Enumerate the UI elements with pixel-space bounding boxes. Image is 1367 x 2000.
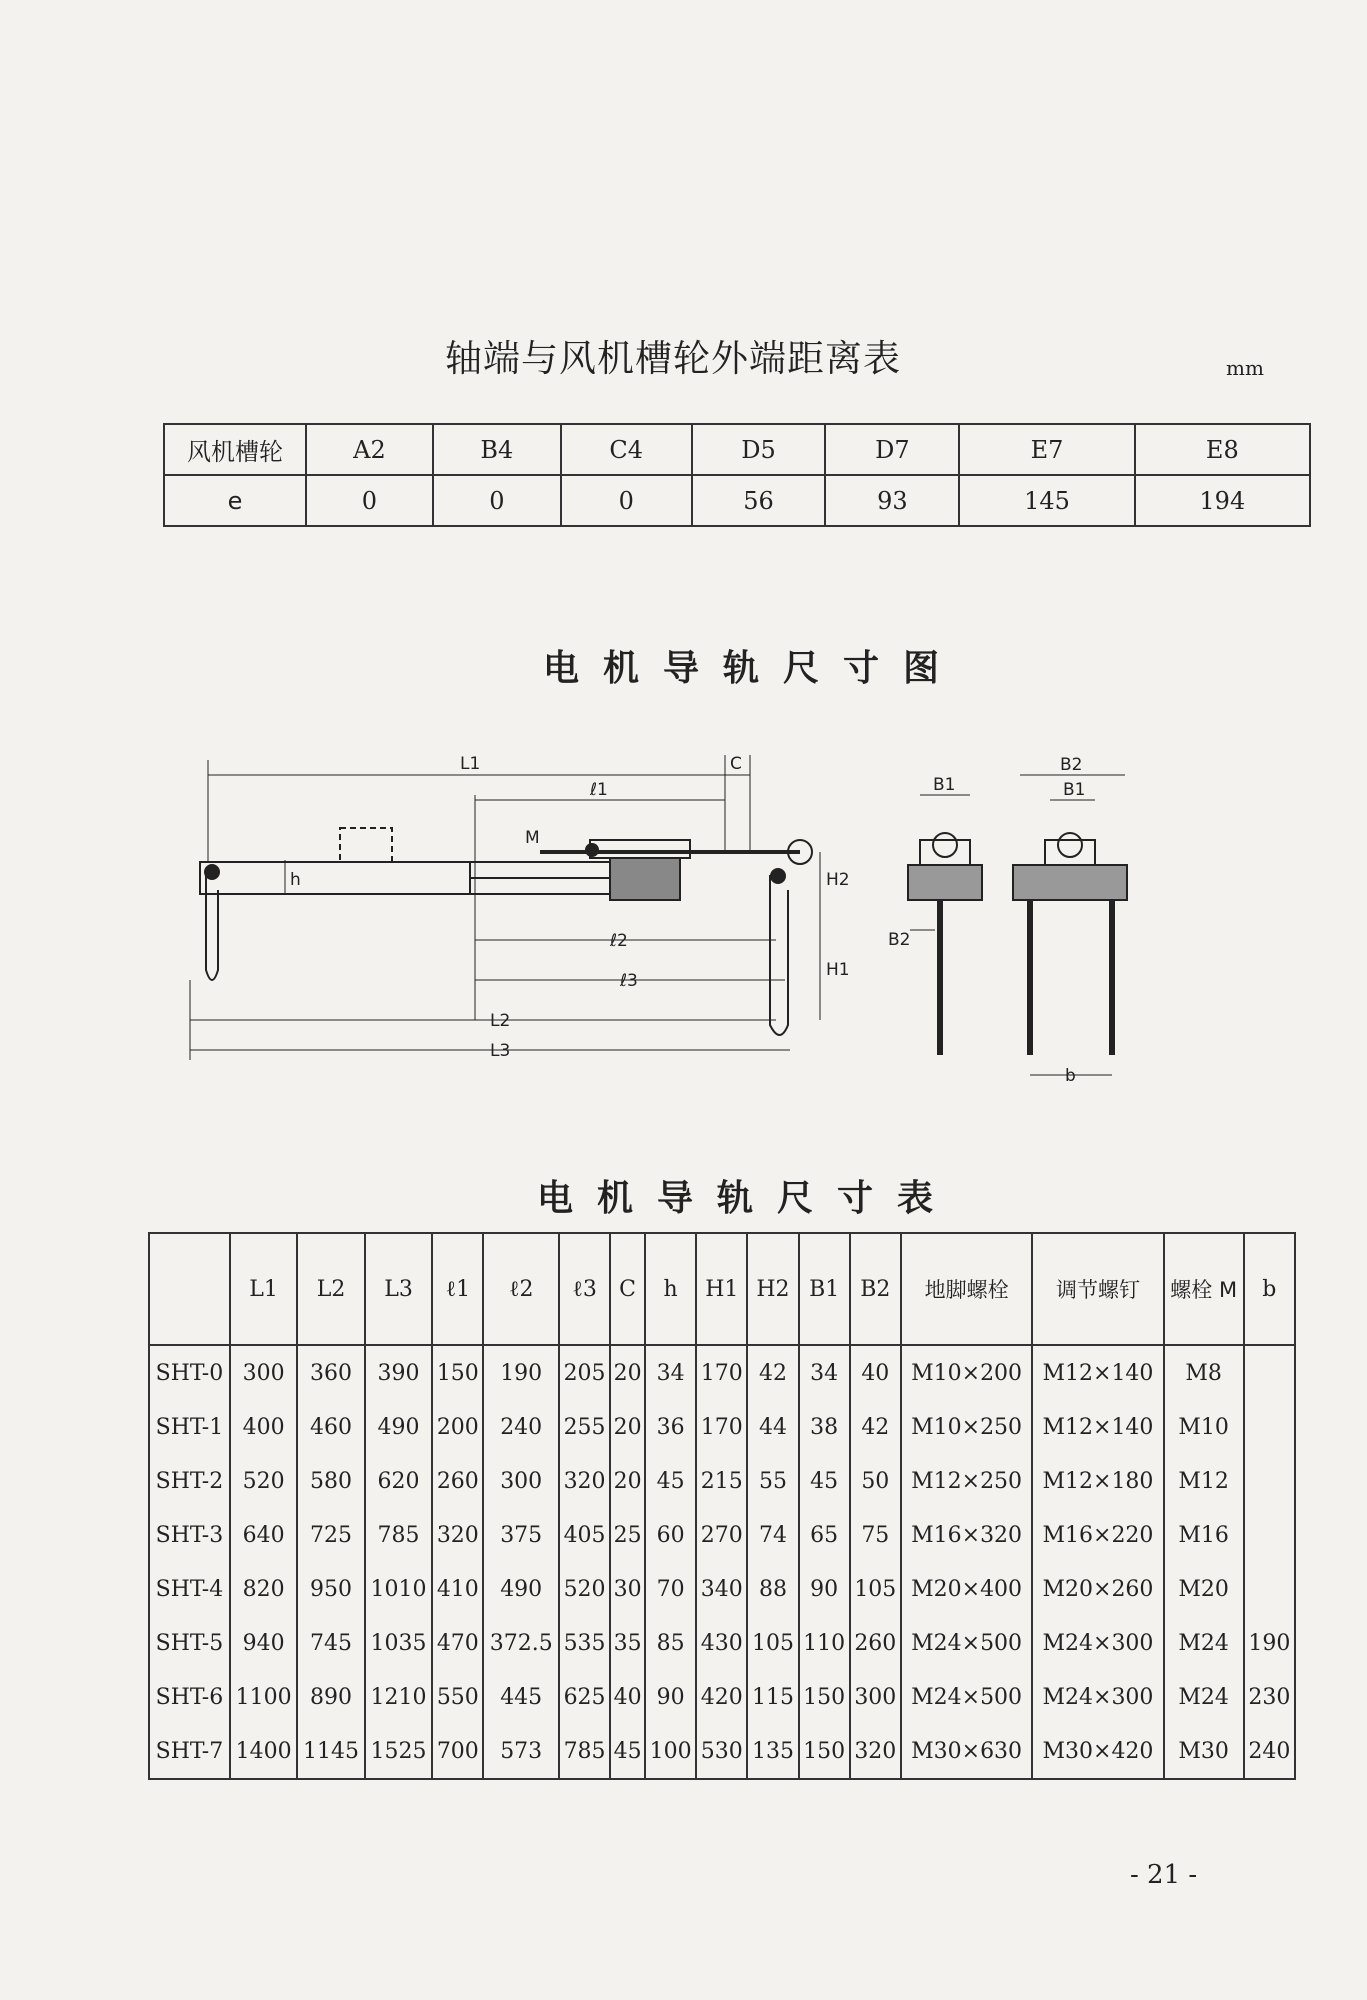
table2-cell: 100: [645, 1724, 696, 1779]
table2-cell: 300: [483, 1454, 559, 1508]
table1-header-row: [164, 424, 1310, 475]
table2-cell: M24: [1164, 1616, 1244, 1670]
diagram-title: 电机导轨尺寸图: [543, 648, 964, 689]
table2-title: 电机导轨尺寸表: [537, 1178, 958, 1219]
table2-cell: 430: [696, 1616, 747, 1670]
table2-cell: 725: [297, 1508, 364, 1562]
motor-rail-size-table: [148, 1232, 1296, 1780]
table2-cell: 550: [432, 1670, 483, 1724]
table2-cell: M10×250: [901, 1400, 1032, 1454]
table2-cell: 410: [432, 1562, 483, 1616]
table-row: [149, 1400, 1295, 1454]
table2-cell: 42: [747, 1345, 798, 1400]
table2-cell: M12×140: [1032, 1400, 1163, 1454]
table2-header-cell: H1: [696, 1233, 747, 1345]
table2-cell: 85: [645, 1616, 696, 1670]
table-row: [149, 1345, 1295, 1400]
side-view-wide: [1013, 755, 1127, 1086]
table2-header-cell: ℓ1: [432, 1233, 483, 1345]
table2-cell: 190: [1244, 1616, 1295, 1670]
table2-cell: 45: [645, 1454, 696, 1508]
row-model-cell: SHT-2: [149, 1454, 230, 1508]
table2-cell: 270: [696, 1508, 747, 1562]
table2-cell: 215: [696, 1454, 747, 1508]
table2-cell: 34: [645, 1345, 696, 1400]
table-row: [149, 1454, 1295, 1508]
table2-cell: 200: [432, 1400, 483, 1454]
table2-cell: M16×320: [901, 1508, 1032, 1562]
table2-cell: 300: [850, 1670, 901, 1724]
table2-cell: 230: [1244, 1670, 1295, 1724]
table2-header-row: [149, 1233, 1295, 1345]
label-L1: L1: [460, 754, 481, 774]
table-row: [149, 1616, 1295, 1670]
table2-cell: M16×220: [1032, 1508, 1163, 1562]
table1-header-cell: E8: [1135, 424, 1310, 475]
table2-header-cell: C: [610, 1233, 645, 1345]
table2-cell: M12: [1164, 1454, 1244, 1508]
table-row: [149, 1724, 1295, 1779]
table2-cell: 640: [230, 1508, 297, 1562]
label-L3: L3: [490, 1041, 511, 1061]
table2-cell: 520: [559, 1562, 610, 1616]
table2-cell: 300: [230, 1345, 297, 1400]
table2-header-cell: B2: [850, 1233, 901, 1345]
table2-cell: 65: [799, 1508, 850, 1562]
table2-header-cell: 螺栓 M: [1164, 1233, 1244, 1345]
table2-cell: 240: [1244, 1724, 1295, 1779]
label-C: C: [730, 754, 742, 774]
table2-cell: 255: [559, 1400, 610, 1454]
table2-cell: M30×630: [901, 1724, 1032, 1779]
table2-cell: 34: [799, 1345, 850, 1400]
table2-cell: 445: [483, 1670, 559, 1724]
table2-cell: [1244, 1508, 1295, 1562]
table2-cell: [1244, 1345, 1295, 1400]
table2-header-cell: L3: [365, 1233, 432, 1345]
table2-cell: 260: [432, 1454, 483, 1508]
table2-cell: 45: [610, 1724, 645, 1779]
right-foot-bolt: [770, 875, 788, 1035]
table2-cell: 42: [850, 1400, 901, 1454]
row-model-cell: SHT-1: [149, 1400, 230, 1454]
table2-cell: 950: [297, 1562, 364, 1616]
table2-cell: 420: [696, 1670, 747, 1724]
label-h: h: [290, 870, 301, 890]
table2-cell: 470: [432, 1616, 483, 1670]
table2-header-cell: ℓ2: [483, 1233, 559, 1345]
table2-cell: 35: [610, 1616, 645, 1670]
table1-cell: 93: [825, 475, 959, 526]
table2-cell: 340: [696, 1562, 747, 1616]
table2-cell: 1400: [230, 1724, 297, 1779]
table2-cell: M24×500: [901, 1616, 1032, 1670]
table2-cell: 260: [850, 1616, 901, 1670]
table-row: [149, 1670, 1295, 1724]
table2-cell: 55: [747, 1454, 798, 1508]
table2-cell: 573: [483, 1724, 559, 1779]
table2-cell: 20: [610, 1454, 645, 1508]
table2-cell: M10×200: [901, 1345, 1032, 1400]
label-M: M: [525, 828, 540, 848]
table1-header-cell: 风机槽轮: [164, 424, 306, 475]
table2-cell: M12×180: [1032, 1454, 1163, 1508]
table2-cell: 535: [559, 1616, 610, 1670]
table2-cell: 1210: [365, 1670, 432, 1724]
table2-cell: 170: [696, 1400, 747, 1454]
label-l2: ℓ2: [610, 931, 628, 951]
table2-cell: 530: [696, 1724, 747, 1779]
table2-cell: [1244, 1400, 1295, 1454]
label-b: b: [1065, 1066, 1076, 1086]
table2-cell: 1100: [230, 1670, 297, 1724]
table2-cell: M24×300: [1032, 1616, 1163, 1670]
table2-cell: M24×300: [1032, 1670, 1163, 1724]
table2-cell: 115: [747, 1670, 798, 1724]
table2-cell: 745: [297, 1616, 364, 1670]
row-model-cell: SHT-3: [149, 1508, 230, 1562]
motor-outline: [340, 828, 392, 862]
table1-header-cell: E7: [959, 424, 1134, 475]
table2-header-cell: H2: [747, 1233, 798, 1345]
table2-cell: 405: [559, 1508, 610, 1562]
table2-cell: 135: [747, 1724, 798, 1779]
table2-cell: 940: [230, 1616, 297, 1670]
table2-cell: 88: [747, 1562, 798, 1616]
table1-title: 轴端与风机槽轮外端距离表: [445, 337, 901, 380]
table2-header-cell: b: [1244, 1233, 1295, 1345]
label-H1: H1: [826, 960, 850, 980]
table2-header-cell: 调节螺钉: [1032, 1233, 1163, 1345]
table2-cell: 90: [645, 1670, 696, 1724]
table2-cell: 620: [365, 1454, 432, 1508]
table2-cell: 105: [747, 1616, 798, 1670]
table2-cell: 60: [645, 1508, 696, 1562]
table1-cell: 0: [561, 475, 692, 526]
table2-cell: 785: [365, 1508, 432, 1562]
table2-cell: 890: [297, 1670, 364, 1724]
table2-cell: M16: [1164, 1508, 1244, 1562]
table2-cell: 170: [696, 1345, 747, 1400]
table2-cell: M10: [1164, 1400, 1244, 1454]
table2-cell: 36: [645, 1400, 696, 1454]
table2-cell: M20: [1164, 1562, 1244, 1616]
table2-header-cell: h: [645, 1233, 696, 1345]
table2-header-cell: [149, 1233, 230, 1345]
table2-cell: M8: [1164, 1345, 1244, 1400]
table2-header-cell: ℓ3: [559, 1233, 610, 1345]
label-B2-narrow: B2: [888, 930, 911, 950]
table1-cell: 56: [692, 475, 826, 526]
table1-value-row: [164, 475, 1310, 526]
table2-cell: 490: [365, 1400, 432, 1454]
table2-cell: 40: [850, 1345, 901, 1400]
table1-header-cell: D5: [692, 424, 826, 475]
table2-cell: 40: [610, 1670, 645, 1724]
table2-cell: [1244, 1454, 1295, 1508]
table2-cell: 460: [297, 1400, 364, 1454]
table2-cell: 38: [799, 1400, 850, 1454]
table2-cell: 320: [559, 1454, 610, 1508]
table2-cell: 150: [432, 1345, 483, 1400]
table1-unit: mm: [1226, 356, 1264, 380]
table1-header-cell: C4: [561, 424, 692, 475]
table1-cell: e: [164, 475, 306, 526]
table2-cell: 1525: [365, 1724, 432, 1779]
table2-cell: M24×500: [901, 1670, 1032, 1724]
table2-cell: 105: [850, 1562, 901, 1616]
table2-header-cell: B1: [799, 1233, 850, 1345]
row-model-cell: SHT-5: [149, 1616, 230, 1670]
table1-cell: 194: [1135, 475, 1310, 526]
table2-cell: 110: [799, 1616, 850, 1670]
table2-cell: 1145: [297, 1724, 364, 1779]
table2-cell: 1035: [365, 1616, 432, 1670]
table2-cell: 74: [747, 1508, 798, 1562]
table1-header-cell: D7: [825, 424, 959, 475]
table2-cell: 25: [610, 1508, 645, 1562]
table2-cell: 75: [850, 1508, 901, 1562]
table2-cell: 205: [559, 1345, 610, 1400]
label-B1-narrow: B1: [933, 775, 956, 795]
table2-header-cell: L1: [230, 1233, 297, 1345]
table-row: [149, 1562, 1295, 1616]
table2-cell: 30: [610, 1562, 645, 1616]
pulley-distance-table: [163, 423, 1311, 527]
table2-cell: 785: [559, 1724, 610, 1779]
table2-cell: 320: [850, 1724, 901, 1779]
table2-cell: 1010: [365, 1562, 432, 1616]
table2-cell: 20: [610, 1345, 645, 1400]
table1-cell: 0: [306, 475, 433, 526]
row-model-cell: SHT-7: [149, 1724, 230, 1779]
table2-cell: 44: [747, 1400, 798, 1454]
label-L2: L2: [490, 1011, 511, 1031]
table2-cell: 580: [297, 1454, 364, 1508]
table2-cell: 150: [799, 1670, 850, 1724]
table1-cell: 145: [959, 475, 1134, 526]
left-foot-bolt: [206, 875, 218, 980]
table2-cell: 820: [230, 1562, 297, 1616]
table1-header-cell: B4: [433, 424, 561, 475]
table2-cell: 520: [230, 1454, 297, 1508]
table2-header-cell: L2: [297, 1233, 364, 1345]
table2-cell: 372.5: [483, 1616, 559, 1670]
motor-rail-diagram: [170, 740, 1230, 1090]
table1-cell: 0: [433, 475, 561, 526]
table2-cell: [1244, 1562, 1295, 1616]
table2-cell: 400: [230, 1400, 297, 1454]
table2-cell: 190: [483, 1345, 559, 1400]
table2-cell: 50: [850, 1454, 901, 1508]
table2-cell: 375: [483, 1508, 559, 1562]
table2-cell: M20×260: [1032, 1562, 1163, 1616]
table2-cell: 700: [432, 1724, 483, 1779]
label-l3: ℓ3: [620, 971, 638, 991]
table2-cell: M12×250: [901, 1454, 1032, 1508]
label-B2-wide: B2: [1060, 755, 1083, 775]
table2-cell: 90: [799, 1562, 850, 1616]
row-model-cell: SHT-4: [149, 1562, 230, 1616]
table2-cell: 240: [483, 1400, 559, 1454]
side-view-narrow: [888, 775, 982, 1055]
table2-cell: M20×400: [901, 1562, 1032, 1616]
table2-cell: M30×420: [1032, 1724, 1163, 1779]
table2-cell: 390: [365, 1345, 432, 1400]
label-B1-wide: B1: [1063, 780, 1086, 800]
page-number: - 21 -: [1130, 1860, 1198, 1890]
table2-cell: 360: [297, 1345, 364, 1400]
table2-cell: M12×140: [1032, 1345, 1163, 1400]
table2-cell: M30: [1164, 1724, 1244, 1779]
table2-cell: 70: [645, 1562, 696, 1616]
rail-right-block: [610, 858, 680, 900]
label-l1: ℓ1: [590, 780, 608, 800]
table2-cell: 20: [610, 1400, 645, 1454]
table1-header-cell: A2: [306, 424, 433, 475]
table2-cell: 490: [483, 1562, 559, 1616]
table2-cell: 150: [799, 1724, 850, 1779]
table-row: [149, 1508, 1295, 1562]
label-H2: H2: [826, 870, 850, 890]
row-model-cell: SHT-6: [149, 1670, 230, 1724]
table2-cell: 625: [559, 1670, 610, 1724]
table2-header-cell: 地脚螺栓: [901, 1233, 1032, 1345]
row-model-cell: SHT-0: [149, 1345, 230, 1400]
table2-cell: M24: [1164, 1670, 1244, 1724]
table2-cell: 45: [799, 1454, 850, 1508]
table2-cell: 320: [432, 1508, 483, 1562]
